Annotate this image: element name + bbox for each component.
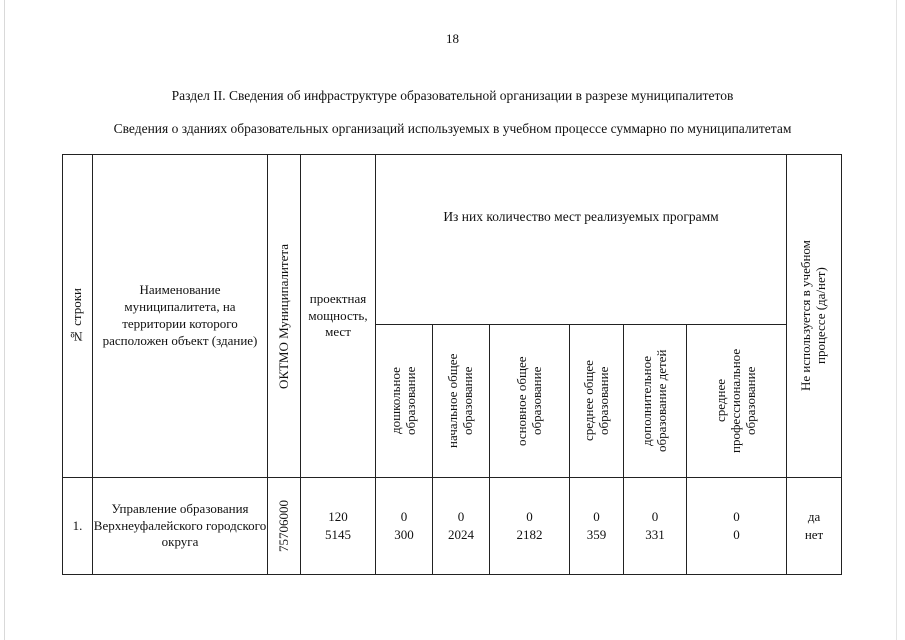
infrastructure-table — [62, 154, 842, 575]
header-basic: основное общее образование — [490, 325, 570, 478]
header-primary: начальное общее образование — [433, 325, 490, 478]
cell-preschool: 0 300 — [376, 478, 433, 575]
cell-oktmo: 75706000 — [268, 478, 301, 575]
cell-basic: 0 2182 — [490, 478, 570, 575]
cell-vocational: 0 0 — [687, 478, 787, 575]
header-row-top — [63, 155, 842, 325]
cell-municipality-name: Управление образования Верхнеуфалейского городского округа — [93, 478, 268, 575]
cell-not-used: да нет — [787, 478, 842, 575]
header-preschool: дошкольное образование — [376, 325, 433, 478]
header-oktmo: ОКТМО Муниципалитета — [268, 155, 301, 478]
cell-secondary: 0 359 — [570, 478, 624, 575]
cell-additional: 0 331 — [624, 478, 687, 575]
header-vocational: среднее профессиональное образование — [687, 325, 787, 478]
header-secondary: среднее общее образование — [570, 325, 624, 478]
table-subtitle: Сведения о зданиях образовательных организаций используемых в учебном процессе суммарно по муниципалитетам — [113, 121, 792, 136]
header-municipality-name: Наименование муниципалитета, на территории которого расположен объект (здание) — [93, 155, 268, 478]
cell-capacity: 120 5145 — [301, 478, 376, 575]
page-number: 18 — [446, 31, 459, 46]
header-programs-group: Из них количество мест реализуемых программ — [376, 155, 787, 325]
section-title: Раздел II. Сведения об инфраструктуре образовательной организации в разрезе муниципалитетов — [171, 88, 734, 103]
cell-row-number: 1. — [63, 478, 93, 575]
header-capacity: проектная мощность, мест — [301, 155, 376, 478]
header-not-used: Не используется в учебном процессе (да/нет) — [787, 155, 842, 478]
table-row — [63, 478, 842, 575]
header-additional: дополнительное образование детей — [624, 325, 687, 478]
header-row-number: № строки — [63, 155, 93, 478]
cell-primary: 0 2024 — [433, 478, 490, 575]
